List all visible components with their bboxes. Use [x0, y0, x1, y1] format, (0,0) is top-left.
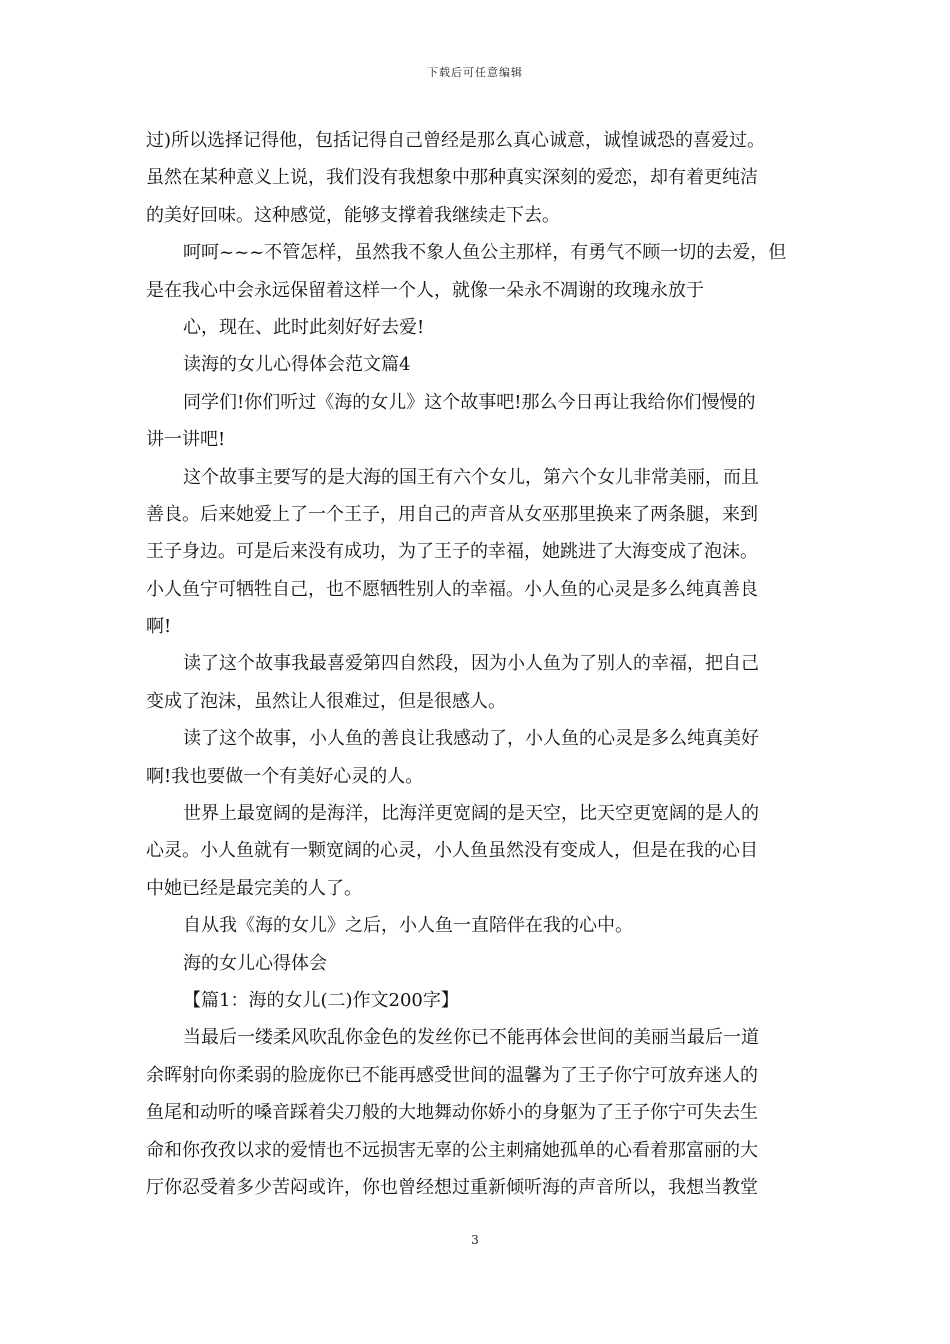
text-line-11: 善良。后来她爱上了一个王子，用自己的声音从女巫那里换来了两条腿，来到 — [146, 503, 758, 525]
text-line-29: 厅你忍受着多少苦闷或许，你也曾经想过重新倾听海的声音所以，我想当教堂 — [146, 1176, 758, 1198]
text-line-9: 讲一讲吧! — [146, 429, 226, 451]
text-line-17: 读了这个故事，小人鱼的善良让我感动了，小人鱼的心灵是多么纯真美好 — [183, 728, 759, 750]
text-line-15: 读了这个故事我最喜爱第四自然段，因为小人鱼为了别人的幸福，把自己 — [183, 653, 759, 675]
text-line-18: 啊!我也要做一个有美好心灵的人。 — [146, 765, 424, 787]
text-line-10: 这个故事主要写的是大海的国王有六个女儿，第六个女儿非常美丽，而且 — [183, 466, 759, 488]
document-body — [146, 122, 810, 1206]
text-line-22: 自从我《海的女儿》之后，小人鱼一直陪伴在我的心中。 — [183, 915, 633, 937]
article-heading: 【篇1：海的女儿(二)作文200字】 — [183, 989, 459, 1011]
text-line-12: 王子身边。可是后来没有成功，为了王子的幸福，她跳进了大海变成了泡沫。 — [146, 541, 758, 563]
text-line-6: 心，现在、此时此刻好好去爱! — [183, 316, 425, 338]
text-line-1: 过)所以选择记得他，包括记得自己曾经是那么真心诚意，诚惶诚恐的喜爱过。 — [146, 130, 766, 151]
text-line-14: 啊! — [146, 616, 172, 638]
text-line-27: 鱼尾和动听的嗓音踩着尖刀般的大地舞动你娇小的身躯为了王子你宁可失去生 — [146, 1102, 758, 1124]
text-line-4: 呵呵~~~不管怎样，虽然我不象人鱼公主那样，有勇气不顾一切的去爱，但 — [183, 242, 787, 264]
text-line-19: 世界上最宽阔的是海洋，比海洋更宽阔的是天空，比天空更宽阔的是人的 — [183, 803, 759, 825]
text-line-2: 虽然在某种意义上说，我们没有我想象中那种真实深刻的爱恋，却有着更纯洁 — [146, 167, 758, 189]
page-number: 3 — [471, 1233, 479, 1247]
text-line-13: 小人鱼宁可牺牲自己，也不愿牺牲别人的幸福。小人鱼的心灵是多么纯真善良 — [146, 578, 758, 600]
text-line-28: 命和你孜孜以求的爱情也不远损害无辜的公主刺痛她孤单的心看着那富丽的大 — [146, 1139, 758, 1161]
text-line-8: 同学们!你们听过《海的女儿》这个故事吧!那么今日再让我给你们慢慢的 — [183, 391, 756, 413]
header-note: 下载后可任意编辑 — [427, 66, 523, 79]
text-line-25: 当最后一缕柔风吹乱你金色的发丝你已不能再体会世间的美丽当最后一道 — [183, 1027, 759, 1049]
text-line-26: 余晖射向你柔弱的脸庞你已不能再感受世间的温馨为了王子你宁可放弃迷人的 — [146, 1064, 758, 1086]
text-line-16: 变成了泡沫，虽然让人很难过，但是很感人。 — [146, 690, 506, 712]
text-line-21: 中她已经是最完美的人了。 — [146, 877, 362, 899]
text-line-5: 是在我心中会永远保留着这样一个人，就像一朵永不凋谢的玫瑰永放于 — [146, 279, 704, 301]
section-title: 海的女儿心得体会 — [183, 952, 327, 974]
section-heading: 读海的女儿心得体会范文篇4 — [183, 354, 411, 376]
text-line-3: 的美好回味。这种感觉，能够支撑着我继续走下去。 — [146, 204, 560, 226]
text-line-20: 心灵。小人鱼就有一颗宽阔的心灵，小人鱼虽然没有变成人，但是在我的心目 — [146, 840, 758, 862]
